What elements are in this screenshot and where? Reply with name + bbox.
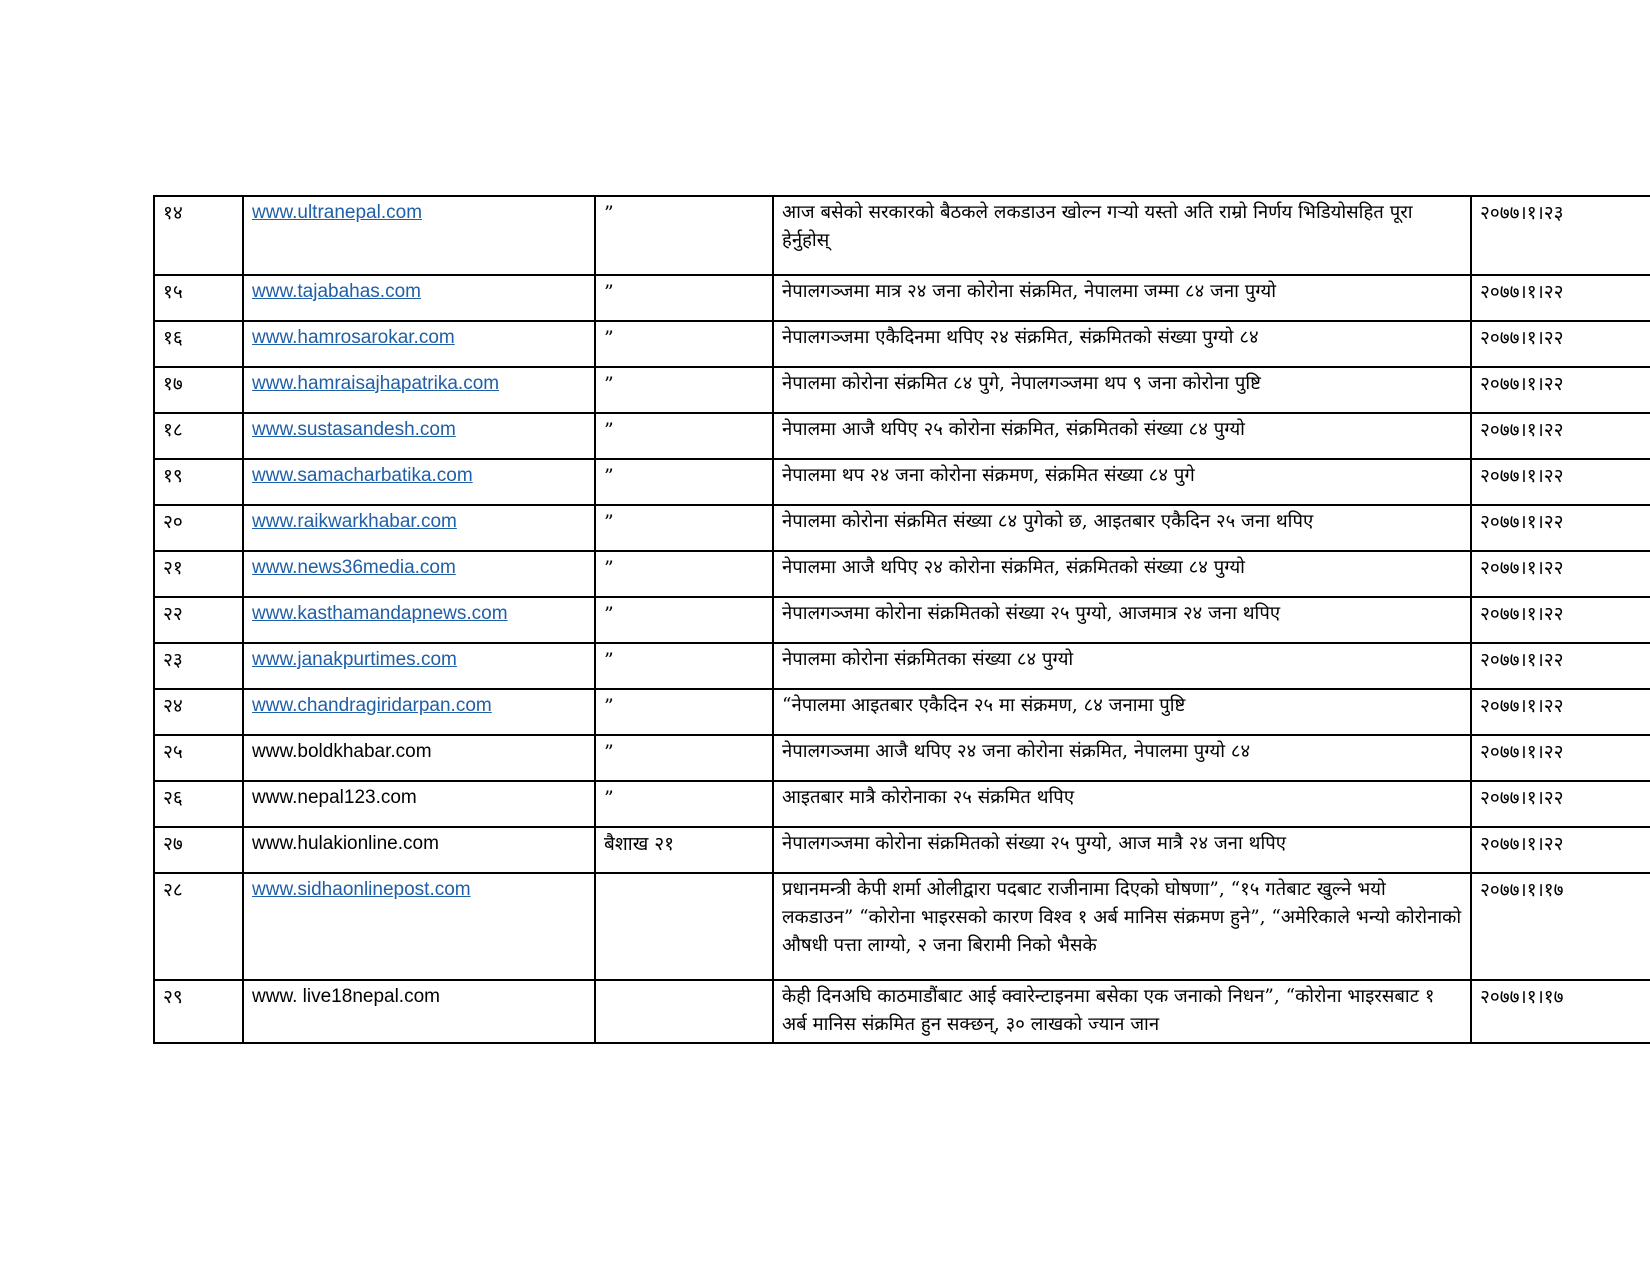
publish-date: ” (595, 505, 773, 551)
table-row (154, 367, 1650, 413)
row-number: २७ (154, 827, 243, 873)
news-headline: केही दिनअघि काठमाडौंबाट आई क्वारेन्टाइनमा बसेका एक जनाको निधन”, “कोरोना भाइरसबाट १ अर्ब मानिस संक्रमित हुन सक्छन्, ३० लाखको ज्यान जान (773, 980, 1471, 1043)
record-date: २०७७।१।२२ (1471, 597, 1650, 643)
record-date: २०७७।१।२२ (1471, 643, 1650, 689)
table-row (154, 735, 1650, 781)
table-row (154, 551, 1650, 597)
publish-date: ” (595, 597, 773, 643)
news-headline: “नेपालमा आइतबार एकैदिन २५ मा संक्रमण, ८४ जनामा पुष्टि (773, 689, 1471, 735)
site-link[interactable]: www.tajabahas.com (252, 281, 421, 302)
table-row (154, 689, 1650, 735)
table-row (154, 413, 1650, 459)
publish-date: ” (595, 781, 773, 827)
table-row (154, 873, 1650, 980)
record-date: २०७७।१।२२ (1471, 413, 1650, 459)
news-headline: नेपालगञ्जमा कोरोना संक्रमितको संख्या २५ पुग्यो, आजमात्र २४ जना थपिए (773, 597, 1471, 643)
publish-date (595, 980, 773, 1043)
record-date: २०७७।१।२२ (1471, 459, 1650, 505)
site-link[interactable]: www.ultranepal.com (252, 202, 423, 223)
table-row (154, 980, 1650, 1043)
row-number: १९ (154, 459, 243, 505)
table-row (154, 781, 1650, 827)
publish-date: ” (595, 367, 773, 413)
site-name: www.hulakionline.com (252, 833, 439, 854)
site-link[interactable]: www.chandragiridarpan.com (252, 695, 492, 716)
record-date: २०७७।१।१७ (1471, 873, 1650, 980)
record-date: २०७७।१।२२ (1471, 275, 1650, 321)
publish-date: बैशाख २१ (595, 827, 773, 873)
site-link[interactable]: www.news36media.com (252, 557, 456, 578)
publish-date: ” (595, 321, 773, 367)
site-link[interactable]: www.hamraisajhapatrika.com (252, 373, 500, 394)
row-number: २४ (154, 689, 243, 735)
row-number: १६ (154, 321, 243, 367)
news-headline: आज बसेको सरकारको बैठकले लकडाउन खोल्न गऱ्यो यस्तो अति राम्रो निर्णय भिडियोसहित पूरा हेर्नुहोस् (773, 196, 1471, 275)
news-headline: नेपालमा आजै थपिए २५ कोरोना संक्रमित, संक्रमितको संख्या ८४ पुग्यो (773, 413, 1471, 459)
news-headline: नेपालगञ्जमा एकैदिनमा थपिए २४ संक्रमित, संक्रमितको संख्या पुग्यो ८४ (773, 321, 1471, 367)
row-number: २८ (154, 873, 243, 980)
row-number: २१ (154, 551, 243, 597)
site-link[interactable]: www.samacharbatika.com (252, 465, 473, 486)
publish-date: ” (595, 275, 773, 321)
table-row (154, 321, 1650, 367)
record-date: २०७७।१।२२ (1471, 781, 1650, 827)
table-row (154, 505, 1650, 551)
record-date: २०७७।१।२२ (1471, 689, 1650, 735)
record-date: २०७७।१।२२ (1471, 321, 1650, 367)
row-number: १८ (154, 413, 243, 459)
site-link[interactable]: www.janakpurtimes.com (252, 649, 457, 670)
news-headline: नेपालगञ्जमा कोरोना संक्रमितको संख्या २५ पुग्यो, आज मात्रै २४ जना थपिए (773, 827, 1471, 873)
site-link[interactable]: www.hamrosarokar.com (252, 327, 455, 348)
table-row (154, 597, 1650, 643)
record-date: २०७७।१।२३ (1471, 196, 1650, 275)
record-date: २०७७।१।२२ (1471, 827, 1650, 873)
publish-date (595, 873, 773, 980)
table-row (154, 643, 1650, 689)
site-link[interactable]: www.kasthamandapnews.com (252, 603, 508, 624)
row-number: २० (154, 505, 243, 551)
publish-date: ” (595, 643, 773, 689)
publish-date: ” (595, 689, 773, 735)
news-headline: नेपालमा आजै थपिए २४ कोरोना संक्रमित, संक्रमितको संख्या ८४ पुग्यो (773, 551, 1471, 597)
record-date: २०७७।१।२२ (1471, 735, 1650, 781)
row-number: १५ (154, 275, 243, 321)
row-number: २६ (154, 781, 243, 827)
publish-date: ” (595, 413, 773, 459)
row-number: २५ (154, 735, 243, 781)
publish-date: ” (595, 735, 773, 781)
row-number: १७ (154, 367, 243, 413)
table-row (154, 196, 1650, 275)
table-row (154, 827, 1650, 873)
news-headline: नेपालमा कोरोना संक्रमित संख्या ८४ पुगेको छ, आइतबार एकैदिन २५ जना थपिए (773, 505, 1471, 551)
row-number: २३ (154, 643, 243, 689)
site-link[interactable]: www.raikwarkhabar.com (252, 511, 457, 532)
site-name: www.boldkhabar.com (252, 741, 432, 762)
record-date: २०७७।१।२२ (1471, 551, 1650, 597)
row-number: २२ (154, 597, 243, 643)
record-date: २०७७।१।२२ (1471, 505, 1650, 551)
news-headline: नेपालगञ्जमा मात्र २४ जना कोरोना संक्रमित, नेपालमा जम्मा ८४ जना पुग्यो (773, 275, 1471, 321)
news-sites-table (153, 195, 1650, 1044)
site-link[interactable]: www.sidhaonlinepost.com (252, 879, 471, 900)
news-headline: नेपालगञ्जमा आजै थपिए २४ जना कोरोना संक्रमित, नेपालमा पुग्यो ८४ (773, 735, 1471, 781)
news-headline: आइतबार मात्रै कोरोनाका २५ संक्रमित थपिए (773, 781, 1471, 827)
site-name: www. live18nepal.com (252, 986, 440, 1007)
record-date: २०७७।१।१७ (1471, 980, 1650, 1043)
publish-date: ” (595, 196, 773, 275)
row-number: २९ (154, 980, 243, 1043)
row-number: १४ (154, 196, 243, 275)
news-headline: नेपालमा कोरोना संक्रमित ८४ पुगे, नेपालगञ्जमा थप ९ जना कोरोना पुष्टि (773, 367, 1471, 413)
news-headline: नेपालमा थप २४ जना कोरोना संक्रमण, संक्रमित संख्या ८४ पुगे (773, 459, 1471, 505)
news-headline: प्रधानमन्त्री केपी शर्मा ओलीद्वारा पदबाट राजीनामा दिएको घोषणा”, “१५ गतेबाट खुल्ने भयो लकडाउन” “कोरोना भाइरसको कारण विश्व १ अर्ब मानिस संक्रमण हुने”, “अमेरिकाले भन्यो कोरोनाको औषधी पत्ता लाग्यो, २ जना बिरामी निको भैसके (773, 873, 1471, 980)
site-link[interactable]: www.sustasandesh.com (252, 419, 456, 440)
news-headline: नेपालमा कोरोना संक्रमितका संख्या ८४ पुग्यो (773, 643, 1471, 689)
table-row (154, 275, 1650, 321)
record-date: २०७७।१।२२ (1471, 367, 1650, 413)
publish-date: ” (595, 551, 773, 597)
site-name: www.nepal123.com (252, 787, 417, 808)
table-row (154, 459, 1650, 505)
publish-date: ” (595, 459, 773, 505)
